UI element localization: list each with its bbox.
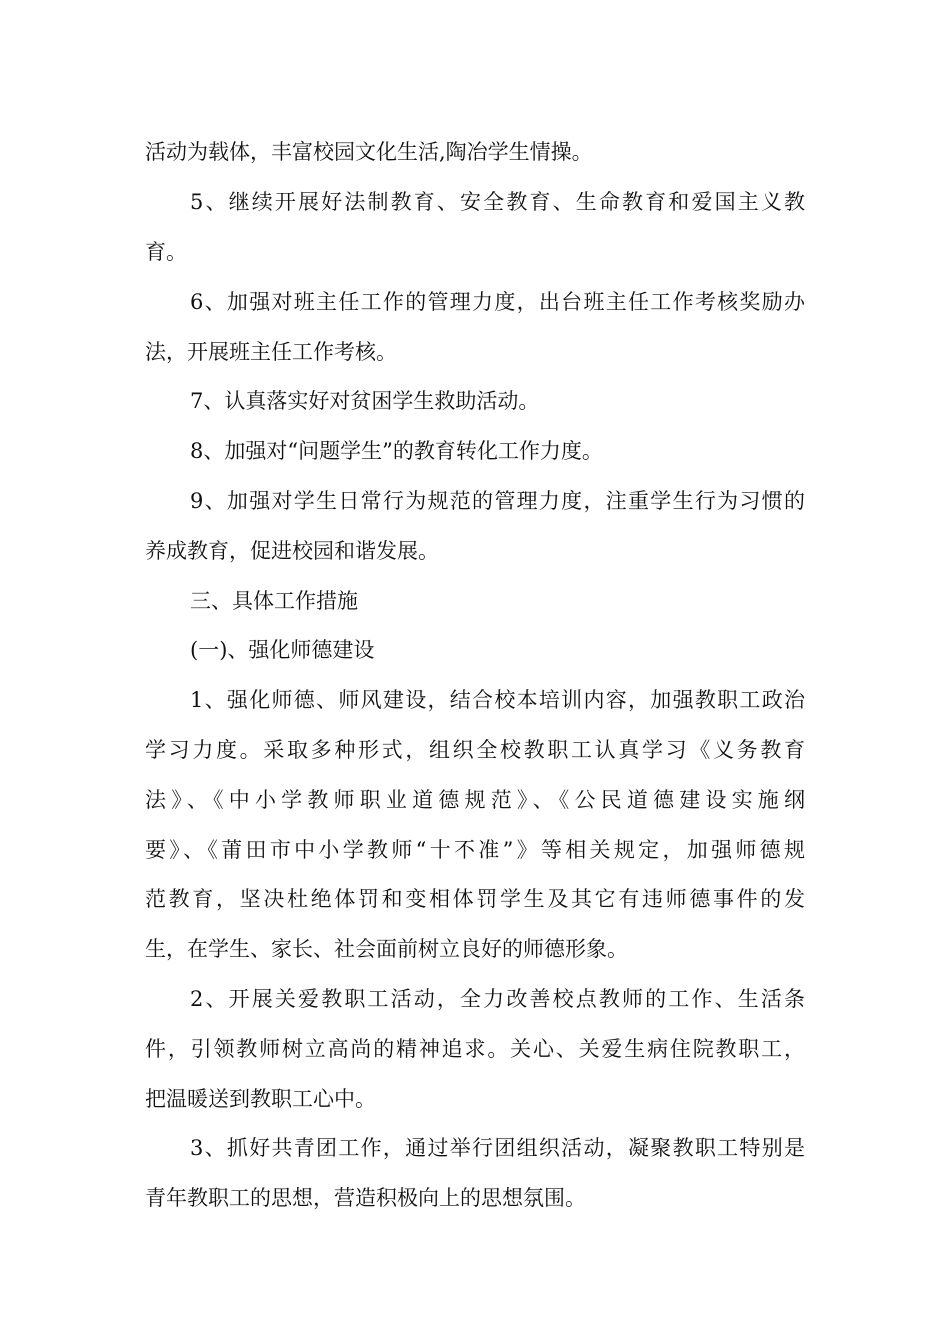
text-line: 范教育，坚决杜绝体罚和变相体罚学生及其它有违师德事件的发 [145,887,805,911]
text-line: 6、加强对班主任工作的管理力度，出台班主任工作考核奖励办 [190,290,805,314]
text-line: 育。 [145,240,187,264]
subsection-heading: (一)、强化师德建设 [190,638,375,662]
text-line: 5、继续开展好法制教育、安全教育、生命教育和爱国主义教 [190,190,805,214]
text-line: 要》、《莆田市中小学教师“十不准”》等相关规定，加强师德规 [145,838,805,862]
text-line: 1、强化师德、师风建设，结合校本培训内容，加强教职工政治 [190,688,805,712]
text-line: 3、抓好共青团工作，通过举行团组织活动，凝聚教职工特别是 [190,1136,805,1160]
text-line: 9、加强对学生日常行为规范的管理力度，注重学生行为习惯的 [190,489,805,513]
text-line: 把温暖送到教职工心中。 [145,1087,376,1111]
text-line: 2、开展关爱教职工活动，全力改善校点教师的工作、生活条 [190,987,805,1011]
text-line: 法，开展班主任工作考核。 [145,340,397,364]
text-line: 养成教育，促进校园和谐发展。 [145,539,439,563]
text-line: 7、认真落实好对贫困学生救助活动。 [190,389,540,413]
text-line: 活动为载体，丰富校园文化生活,陶冶学生情操。 [145,140,593,164]
text-line: 8、加强对“问题学生”的教育转化工作力度。 [190,439,603,463]
text-line: 件，引领教师树立高尚的精神追求。关心、关爱生病住院教职工， [145,1037,805,1061]
text-line: 学习力度。采取多种形式，组织全校教职工认真学习《义务教育 [145,738,805,762]
section-heading: 三、具体工作措施 [190,589,358,613]
text-line: 法》、《中小学教师职业道德规范》、《公民道德建设实施纲 [145,788,805,812]
text-line: 青年教职工的思想，营造积极向上的思想氛围。 [145,1186,586,1210]
text-line: 生，在学生、家长、社会面前树立良好的师德形象。 [145,937,628,961]
